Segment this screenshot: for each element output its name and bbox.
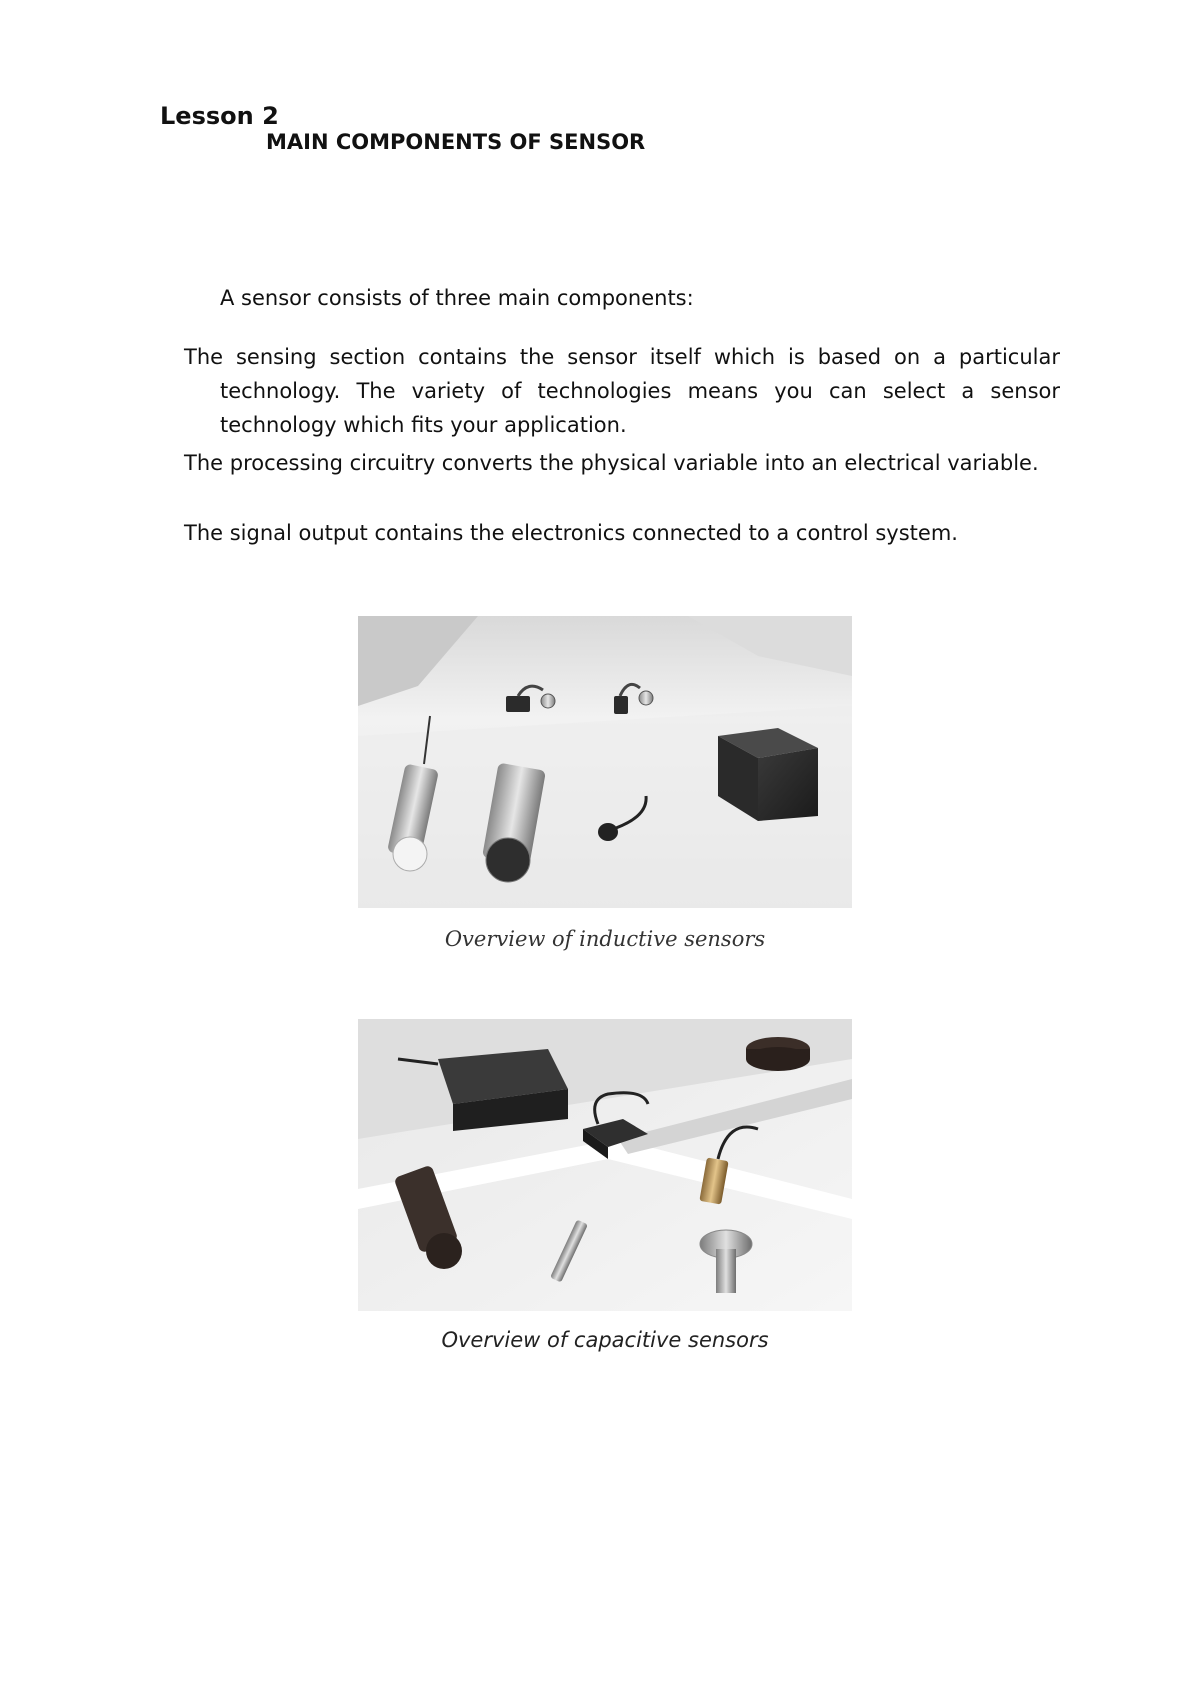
page-title: MAIN COMPONENTS OF SENSOR: [266, 130, 646, 154]
inductive-sensors-photo: [358, 616, 852, 908]
lesson-label: Lesson 2: [160, 102, 279, 130]
figure-caption-capacitive: Overview of capacitive sensors: [441, 1328, 769, 1352]
paragraph-sensing-section: The sensing section contains the sensor itself which is based on a particular technology. The variety of technologies means you can select a sensor technology which fits your application.: [184, 345, 1060, 437]
paragraph-signal-output: The signal output contains the electronics connected to a control system.: [184, 521, 958, 545]
figure-caption-inductive: Overview of inductive sensors: [444, 927, 766, 951]
capacitive-sensors-photo: [358, 1019, 852, 1311]
paragraph-processing-circuitry: The processing circuitry converts the physical variable into an electrical variable.: [184, 451, 1039, 475]
intro-text: A sensor consists of three main components:: [220, 286, 694, 310]
